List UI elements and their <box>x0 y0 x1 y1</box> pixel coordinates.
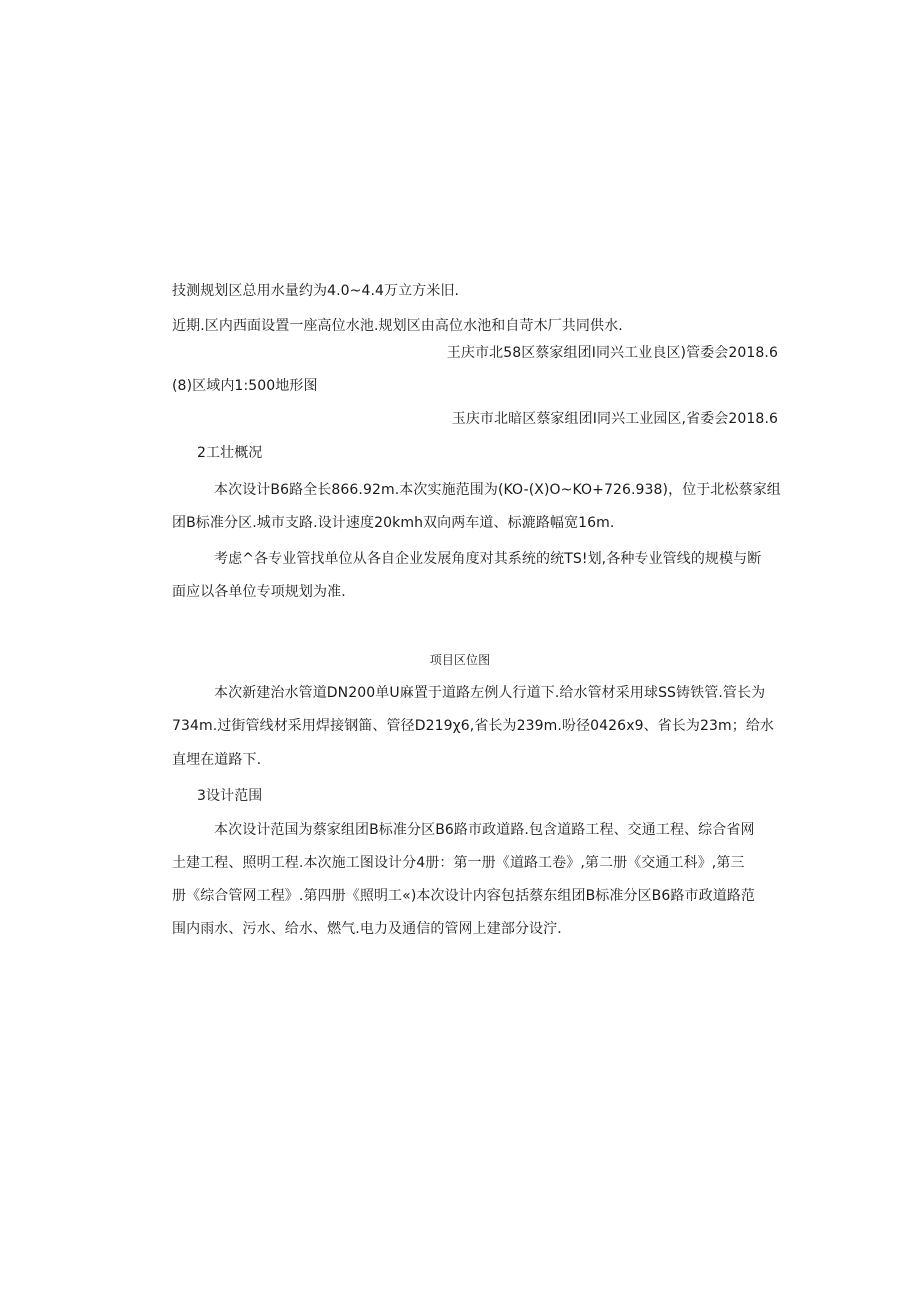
text-line: 近期.区内西面设置一座高位水池.规划区由高位水池和自苛木厂共同供水. <box>172 318 623 334</box>
paragraph-line: 直埋在道路下. <box>172 752 262 768</box>
paragraph-line: 本次设计B6路全长866.92m.本次实施范围为(KO-(X)O~KO+726.938)，位于北松蔡家组 <box>214 482 781 498</box>
paragraph-line: 考虑^各专业管找单位从各自企业发展角度对其系统的统TS!划,各种专业管线的规模与断 <box>214 551 762 567</box>
paragraph-line: 734m.过街管线材采用焊接钢筁、管径D219χ6,省长为239m.吩径0426x9、省长为23m；给水 <box>172 718 775 734</box>
paragraph-line: 册《综合管网工程》.第四册《照明工«)本次设计内容包括蔡东组团B标准分区B6路市政道路范 <box>172 888 755 904</box>
section-heading: 3设计范围 <box>197 788 263 804</box>
section-heading: 2工壮概况 <box>197 445 263 461</box>
citation-line: 王庆市北58区蔡家组团I同兴工业良区)管委会2018.6 <box>446 345 778 361</box>
paragraph-line: 团B标准分区.城市支路.设计速度20kmh双向两车道、标漉路幅宽16m. <box>172 515 615 531</box>
paragraph-line: 围内雨水、污水、给水、燃气.电力及通信的管网上建部分设泞. <box>172 921 562 937</box>
paragraph-line: 本次新建治水管道DN200单U麻置于道路左例人行道下.给水管材采用球SS铸铁管.管长为 <box>214 685 766 701</box>
paragraph-line: 本次设计范国为蔡家组团B标准分区B6路市政道路.包含道路工程、交通工程、综合省网 <box>214 822 755 838</box>
paragraph-line: 土建工程、照明工程.本次施工图设计分4册：第一册《道路工卷》,第二册《交通工科》,第三 <box>172 855 745 871</box>
paragraph-line: 面应以各单位专项规划为准. <box>172 584 346 600</box>
citation-line: 玉庆市北暗区蔡家组团I同兴工业园区,省委会2018.6 <box>451 411 778 427</box>
figure-caption: 项目区位图 <box>429 653 491 667</box>
text-line: (8)区域内1:500地形图 <box>172 378 318 394</box>
text-line: 技测规划区总用水量约为4.0~4.4万立方米旧. <box>172 283 460 299</box>
